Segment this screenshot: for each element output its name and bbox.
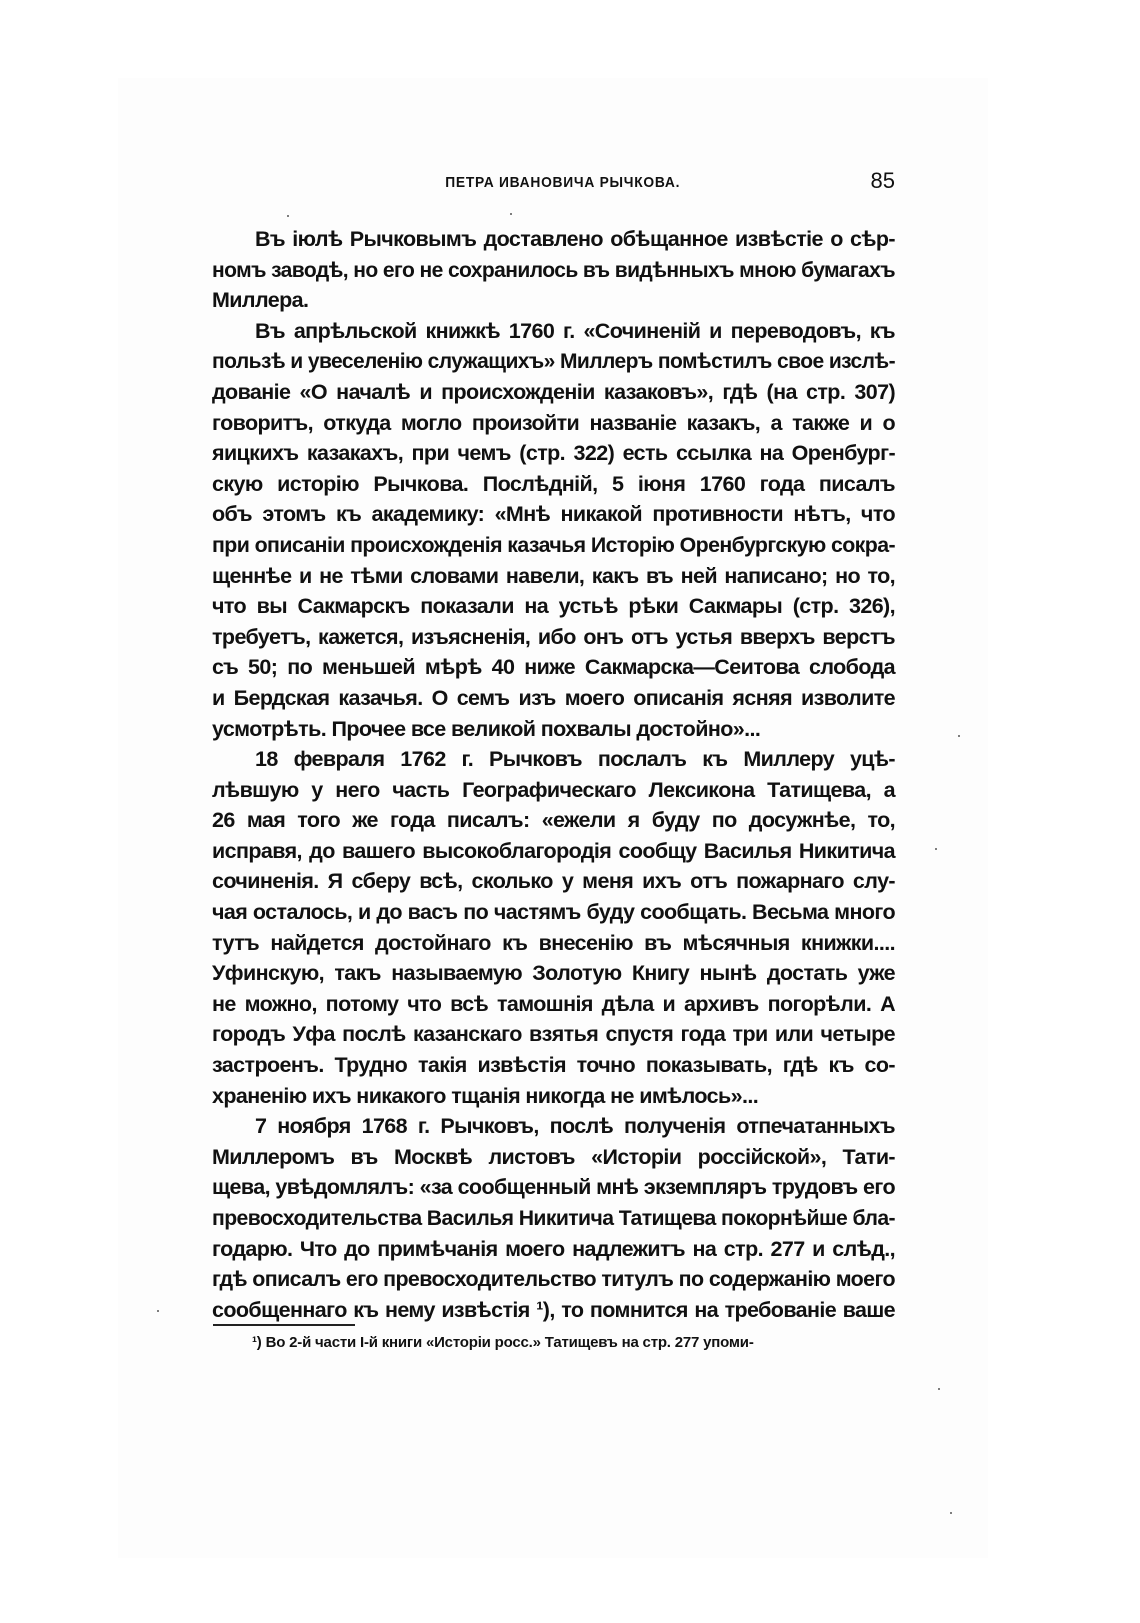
- text-line: застроенъ. Трудно такія извѣстія точно показывать, гдѣ къ со-: [212, 1053, 895, 1078]
- scan-speck: [157, 1310, 159, 1312]
- text-line: исправя, до вашего высокоблагородія сообщу Василья Никитича: [212, 838, 895, 863]
- text-line: Въ апрѣльской книжкѣ 1760 г. «Сочиненій и переводовъ, къ: [255, 318, 895, 343]
- text-line: при описаніи происхожденія казачья Исторію Оренбургскую сокра-: [212, 532, 895, 557]
- footnote: [212, 1332, 895, 1354]
- text-line: сочиненія. Я сберу всѣ, сколько у меня ихъ отъ пожарнаго слу-: [212, 869, 895, 894]
- scan-speck: [935, 848, 937, 850]
- text-line: городъ Уфа послѣ казанскаго взятья спустя года три или четыре: [212, 1022, 895, 1047]
- text-line: что вы Сакмарскъ показали на устьѣ рѣки Сакмары (стр. 326),: [212, 594, 895, 619]
- text-line: говоритъ, откуда могло произойти названіе казакъ, а также и о: [212, 410, 895, 435]
- text-line: требуетъ, кажется, изъясненія, ибо онъ отъ устья вверхъ верстъ: [212, 624, 895, 649]
- text-line: гдѣ описалъ его превосходительство титулъ по содержанію моего: [212, 1267, 895, 1292]
- text-line: съ 50; по меньшей мѣрѣ 40 ниже Сакмарска—Сеитова слобода: [212, 655, 895, 680]
- text-line: 26 мая того же года писалъ: «ежели я буду по досужнѣе, то,: [212, 808, 895, 833]
- text-line: номъ заводѣ, но его не сохранилось въ видѣнныхъ мною бумагахъ: [212, 257, 896, 282]
- body-text: [212, 224, 895, 1325]
- text-line: Уфинскую, такъ называемую Золотую Книгу нынѣ достать уже: [212, 961, 895, 986]
- scan-speck: [958, 735, 960, 737]
- text-line: чая осталось, и до васъ по частямъ буду сообщать. Весьма много: [212, 900, 895, 925]
- text-line: и Бердская казачья. О семъ изъ моего описанія ясняя изволите: [212, 685, 895, 710]
- footnote-marker: ¹): [252, 1334, 262, 1351]
- scan-speck: [938, 1388, 940, 1390]
- text-line: усмотрѣть. Прочее все великой похвалы достойно»...: [212, 716, 761, 741]
- text-line: не можно, потому что всѣ тамошнія дѣла и архивъ погорѣли. А: [212, 991, 895, 1016]
- text-line: дованіе «О началѣ и происхожденіи казаковъ», гдѣ (на стр. 307): [212, 379, 895, 404]
- text-line: Въ іюлѣ Рычковымъ доставлено обѣщанное извѣстіе о сѣр-: [255, 227, 895, 251]
- text-line: сообщеннаго къ нему извѣстія ¹), то помнится на требованіе ваше: [212, 1297, 895, 1322]
- text-line: объ этомъ къ академику: «Мнѣ никакой противности нѣтъ, что: [212, 502, 895, 527]
- text-line: лѣвшую у него часть Географическаго Лексикона Татищева, а: [212, 777, 895, 802]
- text-line: 18 февраля 1762 г. Рычковъ послалъ къ Миллеру уцѣ-: [255, 747, 895, 772]
- running-head: [212, 168, 895, 198]
- scan-speck: [950, 1512, 952, 1514]
- text-line: храненію ихъ никакого тщанія никогда не имѣлось»...: [212, 1083, 759, 1108]
- text-line: тутъ найдется достойнаго къ внесенію въ мѣсячныя книжки....: [212, 930, 895, 955]
- text-line: пользѣ и увеселенію служащихъ» Миллеръ помѣстилъ свое изслѣ-: [212, 349, 895, 374]
- text-line: превосходительства Василья Никитича Татищева покорнѣйше бла-: [212, 1206, 896, 1230]
- scan-speck: [287, 215, 289, 217]
- scan-speck: [510, 213, 512, 215]
- text-line: Миллеромъ въ Москвѣ листовъ «Исторіи россійской», Тати-: [212, 1144, 895, 1169]
- running-title: ПЕТРА ИВАНОВИЧА РЫЧКОВА.: [445, 174, 681, 191]
- footnote-divider: [213, 1324, 355, 1326]
- footnote-text: Во 2-й части І-й книги «Исторіи росс.» Татищевъ на стр. 277 упоми-: [265, 1334, 754, 1351]
- text-line: скую исторію Рычкова. Послѣдній, 5 іюня 1760 года писалъ: [212, 471, 895, 496]
- text-line: яицкихъ казакахъ, при чемъ (стр. 322) есть ссылка на Оренбург-: [212, 441, 895, 466]
- page-number: 85: [870, 168, 895, 193]
- text-line: Миллера.: [212, 288, 309, 313]
- text-line: щеннѣе и не тѣми словами навели, какъ въ ней написано; но то,: [212, 563, 895, 588]
- text-line: щева, увѣдомлялъ: «за сообщенный мнѣ экземпляръ трудовъ его: [212, 1175, 895, 1200]
- text-line: годарю. Что до примѣчанія моего надлежитъ на стр. 277 и слѣд.,: [212, 1236, 895, 1261]
- text-line: 7 ноября 1768 г. Рычковъ, послѣ полученія отпечатанныхъ: [255, 1114, 895, 1139]
